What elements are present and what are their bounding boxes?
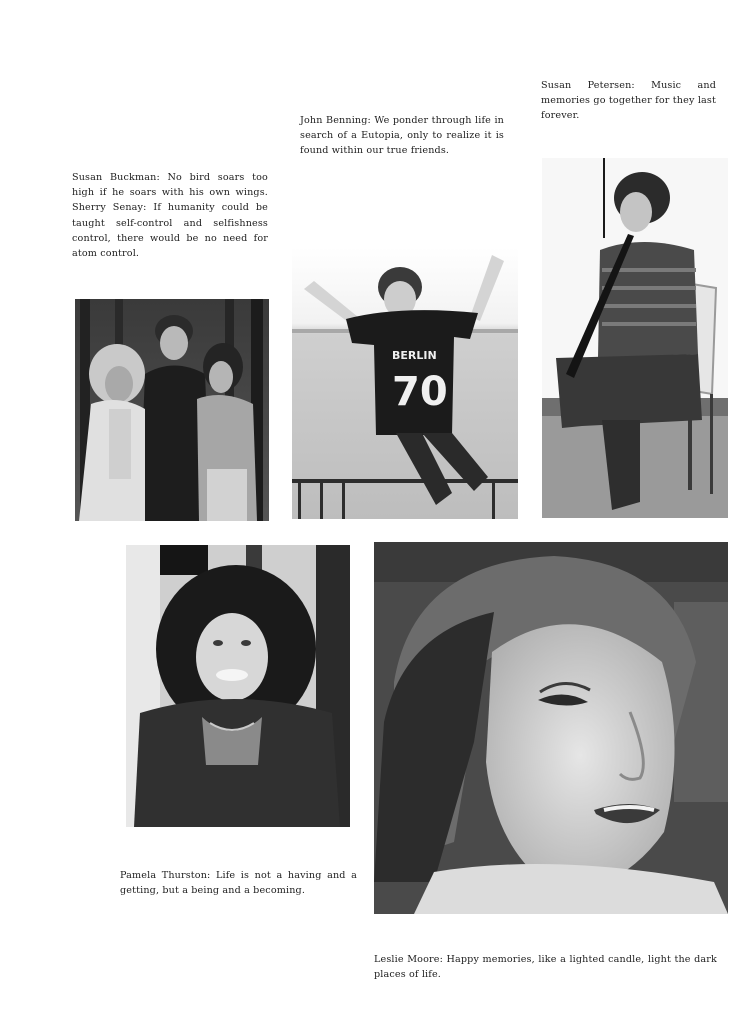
- photo-smiling-portrait: [126, 545, 350, 827]
- jumper-shirt-number: 70: [392, 369, 448, 415]
- photo-group-friends: [75, 299, 269, 521]
- photo-jumping-boy: [292, 247, 518, 519]
- caption-buckman-senay: Susan Buckman: No bird soars too high if he soars with his own wings. Sherry Senay: If humanity could be taught self-control and selfishness control, there would be no need for atom control.: [72, 172, 268, 260]
- photo-clarinet-player: [542, 158, 728, 518]
- jumper-shirt-text: BERLIN: [392, 349, 437, 362]
- caption-benning: John Benning: We ponder through life in search of a Eutopia, only to realize it is found within our true friends.: [300, 115, 504, 157]
- caption-moore: Leslie Moore: Happy memories, like a lighted candle, light the dark places of life.: [374, 954, 717, 981]
- photo-closeup-portrait: [374, 542, 728, 914]
- caption-thurston: Pamela Thurston: Life is not a having and a getting, but a being and a becoming.: [120, 870, 357, 897]
- caption-petersen: Susan Petersen: Music and memories go together for they last forever.: [541, 80, 716, 122]
